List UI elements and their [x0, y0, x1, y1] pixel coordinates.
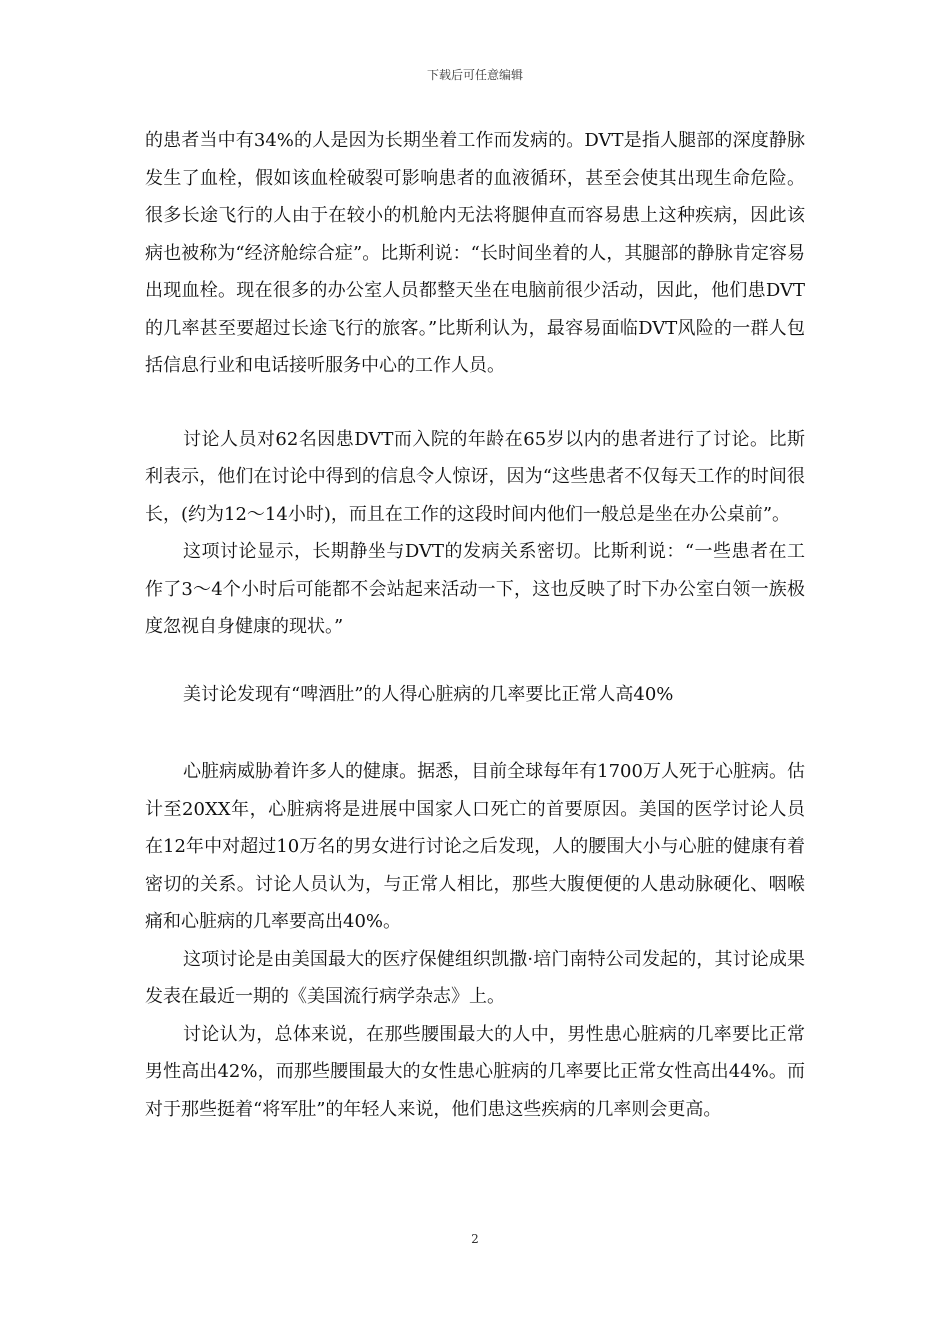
- paragraph-dvt-continued: 的患者当中有34%的人是因为长期坐着工作而发病的。DVT是指人腿部的深度静脉发生了血栓，假如该血栓破裂可影响患者的血液循环，甚至会使其出现生命危险。很多长途飞行的人由于在较小的机舱内无法将腿伸直而容易患上这种疾病，因此该病也被称为“经济舱综合症”。比斯利说：“长时间坐着的人，其腿部的静脉肯定容易出现血栓。现在很多的办公室人员都整天坐在电脑前很少活动，因此，他们患DVT的几率甚至要超过长途飞行的旅客。”比斯利认为，最容易面临DVT风险的一群人包括信息行业和电话接听服务中心的工作人员。: [145, 130, 805, 376]
- section-heading-beer-belly: 美讨论发现有“啤酒肚”的人得心脏病的几率要比正常人高40%: [183, 683, 674, 705]
- document-body: [145, 122, 805, 1128]
- paragraph-heart-disease: 心脏病威胁着许多人的健康。据悉，目前全球每年有1700万人死于心脏病。估计至20XX年，心脏病将是进展中国家人口死亡的首要原因。美国的医学讨论人员在12年中对超过10万名的男女进行讨论之后发现，人的腰围大小与心脏的健康有着密切的关系。讨论人员认为，与正常人相比，那些大腹便便的人患动脉硬化、咽喉痛和心脏病的几率要高出40%。: [145, 761, 805, 932]
- page-header: 下载后可任意编辑: [426, 68, 523, 82]
- paragraph-study-source: 这项讨论是由美国最大的医疗保健组织凯撒·培门南特公司发起的，其讨论成果发表在最近一期的《美国流行病学杂志》上。: [145, 948, 805, 1007]
- paragraph-study-results: 讨论认为，总体来说，在那些腰围最大的人中，男性患心脏病的几率要比正常男性高出42%，而那些腰围最大的女性患心脏病的几率要比正常女性高出44%。而对于那些挺着“将军肚”的年轻人来说，他们患这些疾病的几率则会更高。: [145, 1023, 805, 1120]
- page-number: 2: [471, 1232, 479, 1246]
- paragraph-dvt-study: 讨论人员对62名因患DVT而入院的年龄在65岁以内的患者进行了讨论。比斯利表示，他们在讨论中得到的信息令人惊讶，因为“这些患者不仅每天工作的时间很长，(约为12～14小时)，而且在工作的这段时间内他们一般总是坐在办公桌前”。: [145, 428, 805, 525]
- paragraph-dvt-conclusion: 这项讨论显示，长期静坐与DVT的发病关系密切。比斯利说：“一些患者在工作了3～4个小时后可能都不会站起来活动一下，这也反映了时下办公室白领一族极度忽视自身健康的现状。”: [145, 541, 805, 637]
